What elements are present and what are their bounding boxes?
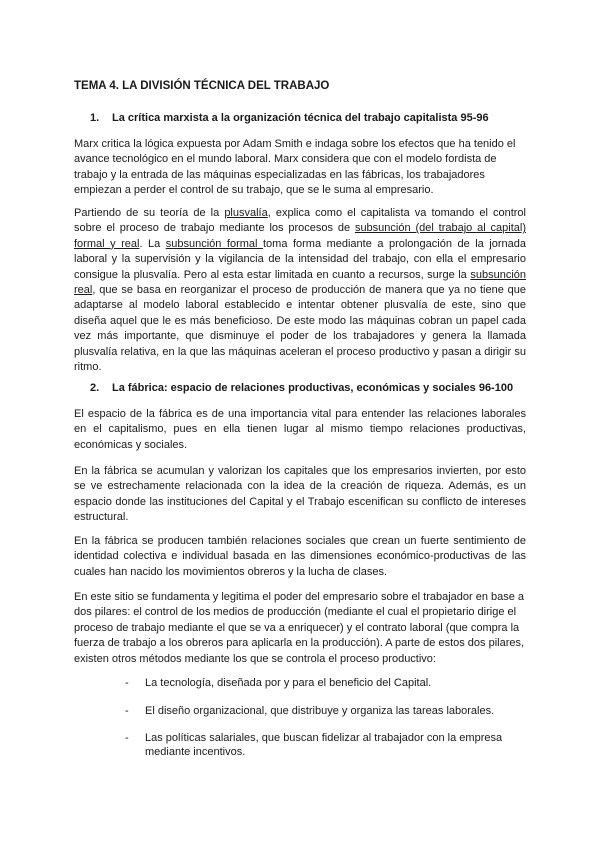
paragraph-2-text-2: , explica como el capitalista va tomando el control sobre el proceso de trabajo mediante los procesos de: [74, 207, 526, 235]
paragraph-4: En la fábrica se acumulan y valorizan los capitales que los empresarios invierten, por esto se ve estrechamente relacionada con la idea de la creación de riqueza. Además, es un espacio donde las instituciones del Capital y el Trabajo escenifican su conflicto de intereses estructural.: [74, 465, 526, 524]
term-subsuncion-formal: subsunción formal: [165, 237, 263, 250]
paragraph-3: El espacio de la fábrica es de una importancia vital para entender las relaciones laborales en el capitalismo, pues en ella tienen lugar al mismo tiempo relaciones productivas, económicas y sociales.: [74, 408, 526, 451]
paragraph-2-text-3: . La: [139, 237, 166, 250]
paragraph-5: En la fábrica se producen también relaciones sociales que crean un fuerte sentimiento de identidad colectiva e individual basada en las dimensiones económico-productivas de las cuales han nacido los movimientos obreros y la lucha de clases.: [74, 535, 526, 578]
paragraph-2-text-4: toma forma mediante a prolongación de la jornada laboral y la supervisión y la vigilancia de la intensidad del trabajo, con ella el empresario consigue la plusvalía. Pero al esta estar limitada en cuanto a recursos, surge la: [74, 237, 526, 281]
list-bullet: -: [125, 705, 129, 717]
list-bullet: -: [125, 732, 129, 744]
list-item: [125, 731, 525, 759]
list-item: [125, 704, 525, 718]
section-2-title: La fábrica: espacio de relaciones productivas, económicas y sociales 96-100: [112, 382, 514, 394]
paragraph-6: En este sitio se fundamenta y legitima el poder del empresario sobre el trabajador en base a dos pilares: el control de los medios de producción (mediante el cual el propietario dirige el proceso de trabajo mediante el que se va a enriquecer) y el contrato laboral (que compra la fuerza de trabajo a los obreros para aplicarla en la producción). A parte de estos dos pilares, existen otros métodos mediante los que se controla el proceso productivo:: [74, 591, 525, 665]
paragraph-1: Marx critica la lógica expuesta por Adam Smith e indaga sobre los efectos que ha tenido el avance tecnológico en el mundo laboral. Marx considera que con el modelo fordista de trabajo y la entrada de las máquinas especializadas en las fábricas, los trabajadores empiezan a perder el control de su trabajo, que se le suma al empresario.: [74, 138, 516, 197]
section-1-heading: [90, 112, 489, 124]
paragraph-2-text-1: Partiendo de su teoría de la: [74, 207, 225, 219]
paragraph-2: [74, 206, 526, 375]
list-item-text: Las políticas salariales, que buscan fidelizar al trabajador con la empresa mediante incentivos.: [145, 732, 503, 758]
list-item: [125, 676, 525, 690]
section-1-number: 1.: [90, 112, 100, 124]
list-bullet: -: [125, 677, 129, 689]
term-subsuncion-real: subsunción real: [74, 268, 526, 297]
document-title: TEMA 4. LA DIVISIÓN TÉCNICA DEL TRABAJO: [74, 80, 330, 92]
section-2-heading: [90, 382, 513, 394]
term-subsuncion: subsunción (del trabajo al capital) formal y real: [74, 222, 526, 250]
section-1-title: La crítica marxista a la organización técnica del trabajo capitalista 95-96: [112, 112, 489, 124]
list-item-text: La tecnología, diseñada por y para el beneficio del Capital.: [145, 677, 432, 689]
list-item-text: El diseño organizacional, que distribuye y organiza las tareas laborales.: [145, 705, 495, 717]
paragraph-2-text-5: , que se basa en reorganizar el proceso de producción de manera que ya no tiene que adaptarse al modelo laboral establecido e intentar obtener plusvalía de este, sino que diseña aquel que le es más beneficioso. De este modo las máquinas cobran un papel cada vez más importante, que disminuye el poder de los trabajadores y genera la llamada plusvalía relativa, en la que las máquinas aceleran el proceso productivo y pasan a dirigir su ritmo.: [74, 284, 526, 374]
term-plusvalia: plusvalía: [224, 207, 268, 219]
section-2-number: 2.: [90, 382, 100, 394]
